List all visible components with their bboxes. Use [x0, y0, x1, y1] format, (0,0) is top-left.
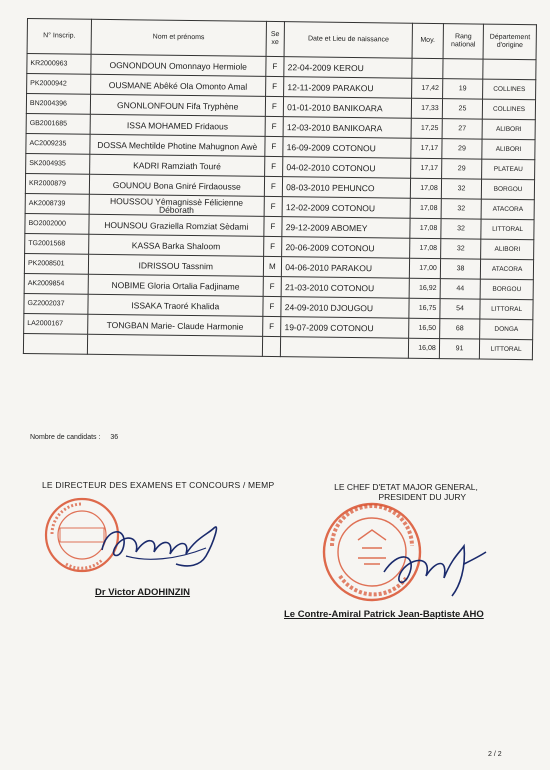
cell-department: ALIBORI	[482, 139, 535, 160]
cell-rank: 29	[442, 139, 483, 159]
cell-department: LITTORAL	[480, 299, 533, 320]
cell-rank	[443, 59, 484, 79]
cell-name: NOBIME Gloria Ortalia Fadjiname	[88, 274, 263, 296]
cell-department: ALIBORI	[481, 239, 534, 260]
cell-id: KR2000963	[27, 54, 91, 75]
cell-id: GZ2002037	[24, 293, 88, 314]
cell-sex: F	[265, 96, 284, 116]
cell-sex: F	[263, 276, 282, 296]
cell-name: IDRISSOU Tassnim	[88, 254, 263, 276]
cell-average: 17,00	[409, 258, 440, 278]
cell-sex: F	[264, 176, 283, 196]
cell-name: KADRI Ramziath Touré	[90, 154, 265, 176]
cell-average: 17,42	[412, 78, 443, 98]
cell-department: ATACORA	[481, 199, 534, 220]
cell-rank: 27	[442, 119, 483, 139]
cell-name: DOSSA Mechtilde Photine Mahugnon Awè	[90, 134, 265, 156]
cell-rank: 32	[440, 239, 481, 259]
cell-sex: F	[265, 76, 284, 96]
cell-birth: 12-02-2009 COTONOU	[282, 197, 410, 219]
cell-rank: 32	[441, 199, 482, 219]
cell-id: BN2004396	[26, 94, 90, 115]
candidate-count	[30, 434, 118, 441]
cell-birth: 20-06-2009 COTONOU	[282, 237, 410, 259]
cell-rank: 91	[439, 339, 480, 359]
header-rank: Rang national	[443, 24, 484, 59]
header-id: N° Inscrip.	[27, 19, 92, 55]
left-signatory-name: Dr Victor ADOHINZIN	[95, 587, 191, 598]
right-signature	[380, 538, 490, 604]
cell-id: PK2000942	[27, 74, 91, 95]
right-title-line-1: LE CHEF D'ETAT MAJOR GENERAL,	[334, 482, 478, 492]
cell-average: 17,17	[411, 158, 442, 178]
cell-birth: 04-02-2010 COTONOU	[283, 157, 411, 179]
cell-id: PK2008501	[24, 253, 88, 274]
cell-sex: F	[264, 136, 283, 156]
header-department: Département d'origine	[483, 24, 536, 60]
cell-birth: 08-03-2010 PEHUNCO	[283, 177, 411, 199]
cell-sex: F	[265, 116, 284, 136]
left-signature	[96, 508, 246, 578]
cell-average: 17,17	[411, 138, 442, 158]
cell-sex: F	[264, 156, 283, 176]
cell-department: BORGOU	[482, 179, 535, 200]
cell-sex: F	[262, 316, 281, 336]
candidate-count-value: 36	[110, 434, 119, 441]
cell-rank: 25	[442, 99, 483, 119]
header-sex: Se xe	[266, 21, 285, 56]
cell-rank: 44	[440, 279, 481, 299]
cell-department: ATACORA	[481, 259, 534, 280]
cell-department: DONGA	[480, 319, 533, 340]
cell-id: AK2009854	[24, 273, 88, 294]
header-birth: Date et Lieu de naissance	[284, 22, 412, 59]
cell-average: 17,33	[411, 98, 442, 118]
cell-department: COLLINES	[483, 99, 536, 120]
cell-department: PLATEAU	[482, 159, 535, 180]
cell-sex: F	[262, 296, 281, 316]
cell-department	[483, 59, 536, 80]
candidate-count-label: Nombre de candidats :	[30, 434, 101, 441]
cell-rank: 29	[441, 159, 482, 179]
cell-rank: 38	[440, 259, 481, 279]
right-title-line-2: PRESIDENT DU JURY	[378, 492, 466, 502]
cell-average	[412, 58, 443, 78]
cell-rank: 32	[441, 179, 482, 199]
cell-department: ALIBORI	[482, 119, 535, 140]
cell-birth: 19-07-2009 COTONOU	[281, 317, 409, 339]
page-number: 2 / 2	[488, 751, 502, 758]
cell-average: 17,08	[410, 218, 441, 238]
cell-id: AK2008739	[25, 193, 89, 214]
cell-department: COLLINES	[483, 79, 536, 100]
cell-id: SK2004935	[26, 153, 90, 174]
cell-birth: 12-11-2009 PARAKOU	[284, 77, 412, 99]
cell-name: HOUNSOU Graziella Romziat Sèdami	[89, 214, 264, 236]
cell-birth: 24-09-2010 DJOUGOU	[281, 297, 409, 319]
cell-birth: 12-03-2010 BANIKOARA	[283, 117, 411, 139]
cell-birth: 22-04-2009 KEROU	[284, 57, 412, 79]
header-average: Moy.	[412, 23, 443, 58]
cell-name: ISSA MOHAMED Fridaous	[90, 114, 265, 136]
cell-average: 17,08	[410, 198, 441, 218]
cell-department: LITTORAL	[480, 339, 533, 360]
cell-average: 17,08	[410, 238, 441, 258]
cell-name: GOUNOU Bona Gniré Firdaousse	[89, 174, 264, 196]
cell-name: ISSAKA Traoré Khalida	[88, 294, 263, 316]
cell-sex	[262, 336, 281, 356]
cell-average: 16,50	[409, 318, 440, 338]
cell-id: AC2009235	[26, 133, 90, 154]
cell-department: BORGOU	[480, 279, 533, 300]
right-signatory-title	[322, 482, 490, 502]
cell-sex: F	[265, 56, 284, 76]
cell-department: LITTORAL	[481, 219, 534, 240]
cell-birth: 21-03-2010 COTONOU	[281, 277, 409, 299]
cell-sex: F	[263, 216, 282, 236]
cell-average: 16,08	[408, 338, 439, 358]
cell-rank: 32	[441, 219, 482, 239]
cell-birth	[281, 337, 409, 359]
cell-sex: F	[264, 196, 283, 216]
cell-sex: F	[263, 236, 282, 256]
cell-average: 17,25	[411, 118, 442, 138]
cell-name: OUSMANE Abêké Ola Omonto Amal	[91, 74, 266, 96]
cell-id: GB2001685	[26, 113, 90, 134]
cell-id	[23, 333, 87, 354]
cell-name: HOUSSOU Yêmagnissè Félicienne Déborath	[89, 194, 264, 216]
cell-id: LA2000167	[24, 313, 88, 334]
cell-sex: M	[263, 256, 282, 276]
cell-birth: 01-01-2010 BANIKOARA	[284, 97, 412, 119]
cell-name: OGNONDOUN Omonnayo Hermiole	[91, 54, 266, 76]
cell-rank: 68	[439, 319, 480, 339]
cell-average: 16,75	[409, 298, 440, 318]
right-signatory-name: Le Contre-Amiral Patrick Jean-Baptiste AHO	[284, 609, 484, 620]
cell-rank: 54	[440, 299, 481, 319]
cell-birth: 29-12-2009 ABOMEY	[282, 217, 410, 239]
cell-average: 16,92	[409, 278, 440, 298]
cell-name: GNONLONFOUN Fifa Tryphène	[90, 94, 265, 116]
results-table	[23, 18, 537, 360]
cell-id: BO2002000	[25, 213, 89, 234]
cell-id: KR2000879	[25, 173, 89, 194]
cell-birth: 04-06-2010 PARAKOU	[282, 257, 410, 279]
header-name: Nom et prénoms	[91, 19, 266, 56]
cell-name: KASSA Barka Shaloom	[89, 234, 264, 256]
cell-average: 17,08	[410, 178, 441, 198]
cell-id: TG2001568	[25, 233, 89, 254]
cell-birth: 16-09-2009 COTONOU	[283, 137, 411, 159]
left-signatory-title: LE DIRECTEUR DES EXAMENS ET CONCOURS / MEMP	[42, 480, 275, 490]
cell-name	[87, 334, 262, 356]
cell-rank: 19	[442, 79, 483, 99]
cell-name: TONGBAN Marie- Claude Harmonie	[88, 314, 263, 336]
